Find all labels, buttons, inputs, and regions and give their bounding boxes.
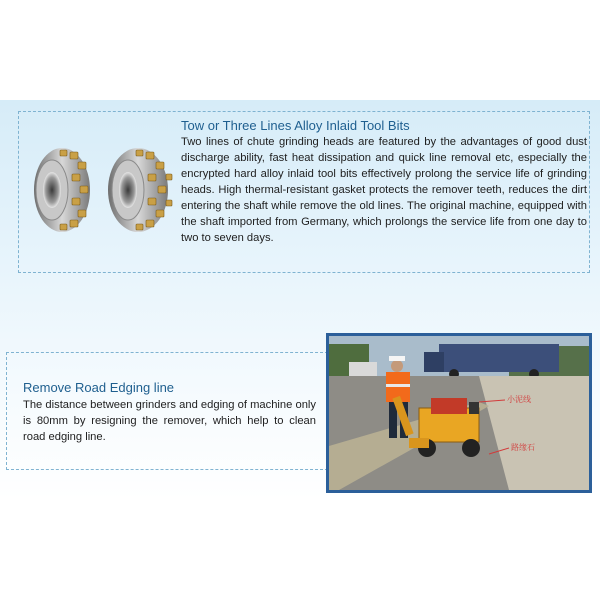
- road-marking-remover-photo: [326, 333, 592, 493]
- grinding-heads-image: [30, 140, 180, 240]
- grinding-head-icon: [30, 140, 180, 240]
- tool-bits-description: Two lines of chute grinding heads are featured by the advantages of good dust discharge ability, fast heat dissipation and quick line removal etc, especially the encrypted hard alloy inlaid tool bits effectively prolong the service life of grinding heads. High thermal-resistant gasket protects the remover teeth, reduces the dirt entering the shaft while remove the old lines. The original machine, equipped with the shaft imported from Germany, which prolongs the service life from one day to two to seven days.: [181, 136, 587, 244]
- label-upper: 小泥线: [507, 395, 531, 404]
- grinding-head-right: [108, 148, 172, 232]
- label-lower: 路缘石: [511, 443, 535, 452]
- road-edging-title: Remove Road Edging line: [23, 380, 175, 395]
- road-edging-description: The distance between grinders and edging of machine only is 80mm by resigning the remover, which help to clean road edging line.: [23, 399, 316, 443]
- grinding-head-left: [34, 148, 90, 232]
- tool-bits-title: Tow or Three Lines Alloy Inlaid Tool Bits: [181, 118, 410, 133]
